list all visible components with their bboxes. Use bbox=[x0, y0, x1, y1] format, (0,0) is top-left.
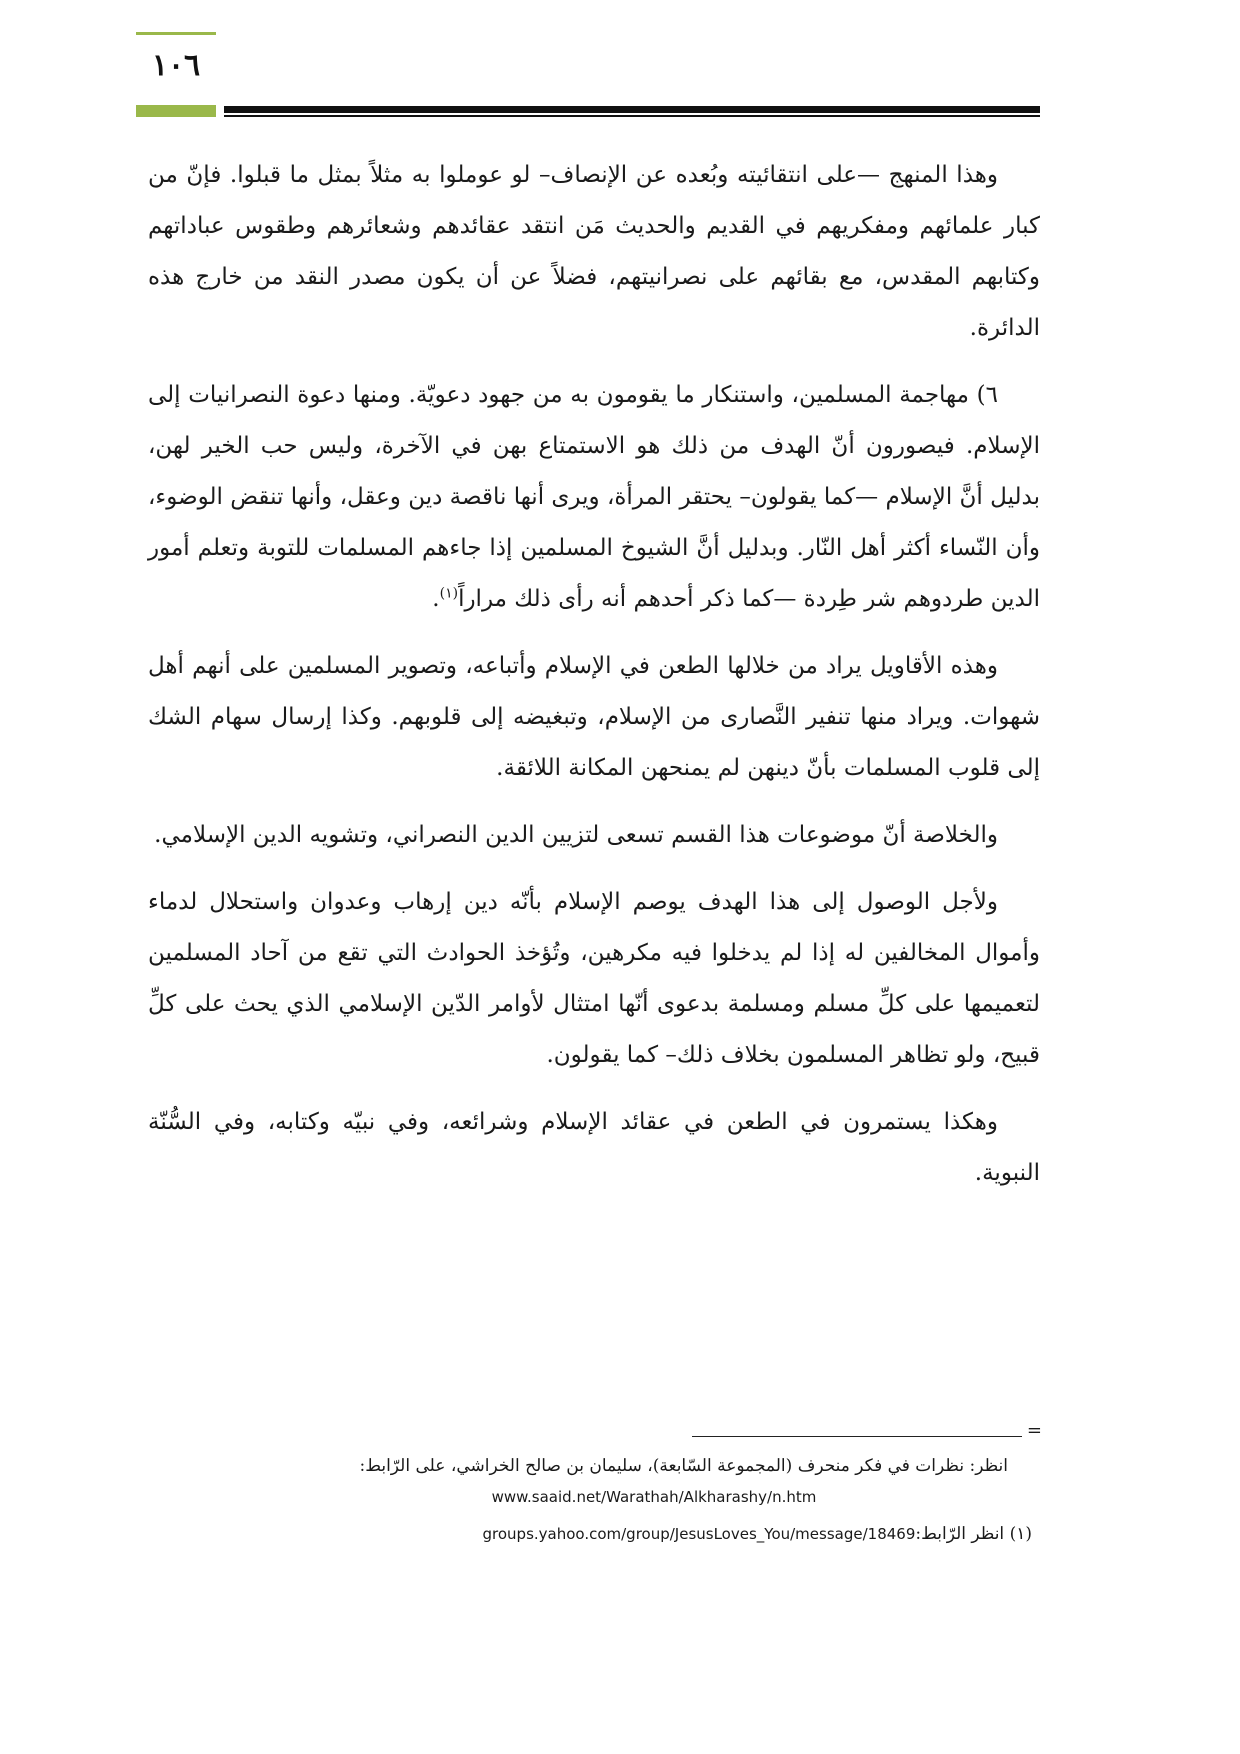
paragraph-3: وهذه الأقاويل يراد من خلالها الطعن في الإسلام وأتباعه، وتصوير المسلمين على أنهم أهل شهوات. ويراد منها تنفير النَّصارى من الإسلام، وتبغيضه إلى قلوبهم. وكذا إرسال سهام الشك إلى قلوب المسلمات بأنّ دينهن لم يمنحهن المكانة اللائقة. bbox=[148, 653, 1040, 781]
footnote-ref-1[interactable]: (١) bbox=[439, 585, 459, 602]
page-number: ١٠٦ bbox=[151, 48, 201, 83]
header-rule-thin bbox=[224, 115, 1040, 117]
paragraph-2-tail: . bbox=[432, 586, 440, 612]
footnote-continued-text: انظر: نظرات في فكر منحرف (المجموعة السّابعة)، سليمان بن صالح الخراشي، على الرّابط: bbox=[359, 1456, 1008, 1476]
paragraph-5: ولأجل الوصول إلى هذا الهدف يوصم الإسلام بأنّه دين إرهاب وعدوان واستحلال لدماء وأموال المخالفين له إذا لم يدخلوا فيه مكرهين، وتُؤخذ الحوادث التي تقع من آحاد المسلمين لتعميمها على كلِّ مسلم ومسلمة بدعوى أنّها امتثال لأوامر الدّين الإسلامي الذي يحث على كلِّ قبيح، ولو تظاهر المسلمون بخلاف ذلك– كما يقولون. bbox=[148, 889, 1040, 1068]
footnotes bbox=[148, 1420, 1042, 1549]
header-accent-block bbox=[136, 105, 216, 117]
footnote-1-text: انظر الرّابط: bbox=[915, 1524, 1005, 1544]
footnote-1-url[interactable]: groups.yahoo.com/group/JesusLoves_You/message/18469 bbox=[482, 1525, 916, 1543]
paragraph-6: وهكذا يستمرون في الطعن في عقائد الإسلام وشرائعه، وفي نبيّه وكتابه، وفي السُّنّة النبوية. bbox=[148, 1109, 1040, 1186]
page-header bbox=[0, 0, 1240, 130]
header-rule-thick bbox=[224, 106, 1040, 113]
paragraph-2 bbox=[148, 370, 1040, 625]
footnote-continued-url[interactable]: www.saaid.net/Warathah/Alkharashy/n.htm bbox=[491, 1488, 817, 1506]
body-text bbox=[148, 150, 1040, 1215]
footnote-1 bbox=[148, 1519, 1040, 1549]
paragraph-4: والخلاصة أنّ موضوعات هذا القسم تسعى لتزيين الدين النصراني، وتشويه الدين الإسلامي. bbox=[154, 822, 998, 848]
footnote-continuation-mark: = bbox=[1026, 1420, 1042, 1441]
paragraph-2-text: ٦) مهاجمة المسلمين، واستنكار ما يقومون به من جهود دعويّة. ومنها دعوة النصرانيات إلى الإسلام. فيصورون أنّ الهدف من ذلك هو الاستمتاع بهن في الآخرة، وليس حب الخير لهن، بدليل أنَّ الإسلام —كما يقولون– يحتقر المرأة، ويرى أنها ناقصة دين وعقل، وأنها تنقض الوضوء، وأن النّساء أكثر أهل النّار. وبدليل أنَّ الشيوخ المسلمين إذا جاءهم المسلمات للتوبة وتعلم أمور الدين طردوهم شر طِردة —كما ذكر أحدهم أنه رأى ذلك مراراً bbox=[148, 382, 1040, 612]
footnote-separator bbox=[692, 1420, 1042, 1441]
header-accent-line bbox=[136, 32, 216, 35]
footnote-1-marker: (١) bbox=[1009, 1524, 1032, 1544]
paragraph-1: وهذا المنهج —على انتقائيته وبُعده عن الإنصاف– لو عوملوا به مثلاً بمثل ما قبلوا. فإنّ من كبار علمائهم ومفكريهم في القديم والحديث مَن انتقد عقائدهم وشعائرهم وطقوس عباداتهم وكتابهم المقدس، مع بقائهم على نصرانيتهم، فضلاً عن أن يكون مصدر النقد من خارج هذه الدائرة. bbox=[148, 162, 1040, 341]
